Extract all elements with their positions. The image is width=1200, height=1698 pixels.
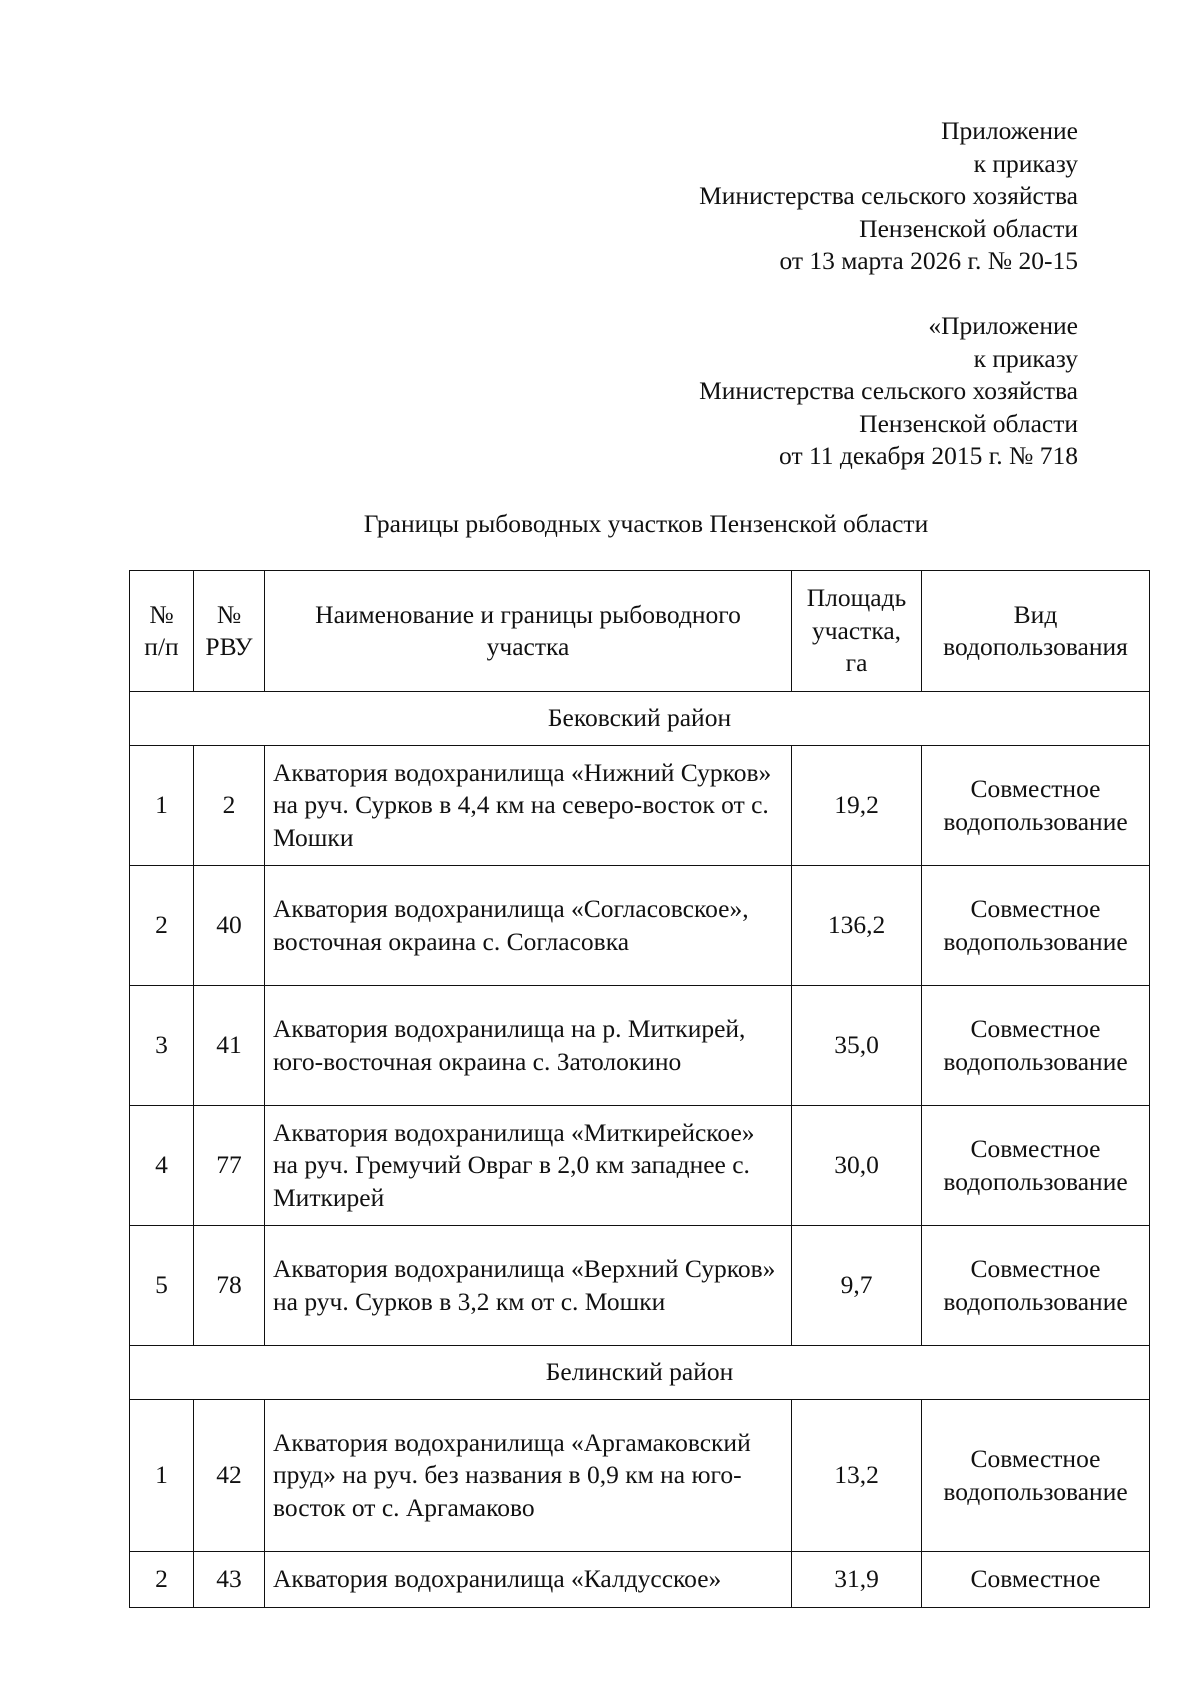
cell-rvu: 78 (194, 1226, 265, 1346)
table-header-row (130, 571, 1150, 692)
cell-name: Акватория водохранилища «Согласовское», восточная окраина с. Согласовка (265, 866, 792, 986)
header-use: Вид водопользования (922, 571, 1150, 692)
table-row (130, 1226, 1150, 1346)
cell-rvu: 40 (194, 866, 265, 986)
cell-name: Акватория водохранилища «Калдусское» (265, 1552, 792, 1608)
cell-area: 31,9 (792, 1552, 922, 1608)
approval-line: «Приложение (928, 311, 1078, 340)
header-area: Площадь участка, га (792, 571, 922, 692)
approval-line: Пензенской области (859, 213, 1078, 243)
approval-block-current (699, 115, 1078, 278)
approval-line: Министерства сельского хозяйства (699, 181, 1078, 210)
approval-line: Пензенской области (859, 408, 1078, 438)
cell-area: 30,0 (792, 1106, 922, 1226)
district-row (130, 692, 1150, 746)
cell-area: 9,7 (792, 1226, 922, 1346)
cell-num: 2 (130, 1552, 194, 1608)
fish-farming-areas-table (129, 570, 1150, 1608)
cell-name: Акватория водохранилища «Миткирейское» на руч. Гремучий Овраг в 2,0 км западнее с. Миткирей (265, 1106, 792, 1226)
approval-line: Приложение (941, 116, 1078, 145)
table-row (130, 986, 1150, 1106)
cell-use: Совместное водопользование (922, 1400, 1150, 1552)
cell-name: Акватория водохранилища «Нижний Сурков» на руч. Сурков в 4,4 км на северо-восток от с. Мошки (265, 746, 792, 866)
cell-num: 3 (130, 986, 194, 1106)
cell-num: 1 (130, 746, 194, 866)
cell-use: Совместное водопользование (922, 866, 1150, 986)
cell-use: Совместное водопользование (922, 746, 1150, 866)
header-rvu: № РВУ (194, 571, 265, 692)
table-row (130, 866, 1150, 986)
approval-line: к приказу (973, 148, 1078, 178)
cell-rvu: 43 (194, 1552, 265, 1608)
district-row (130, 1346, 1150, 1400)
cell-area: 19,2 (792, 746, 922, 866)
cell-num: 4 (130, 1106, 194, 1226)
cell-use: Совместное (922, 1552, 1150, 1608)
cell-rvu: 77 (194, 1106, 265, 1226)
cell-rvu: 2 (194, 746, 265, 866)
cell-num: 5 (130, 1226, 194, 1346)
header-name: Наименование и границы рыбоводного участка (265, 571, 792, 692)
cell-area: 13,2 (792, 1400, 922, 1552)
cell-use: Совместное водопользование (922, 1226, 1150, 1346)
district-name: Бековский район (130, 692, 1150, 746)
table-row (130, 1400, 1150, 1552)
district-name: Белинский район (130, 1346, 1150, 1400)
cell-name: Акватория водохранилища «Аргамаковский пруд» на руч. без названия в 0,9 км на юго-восток от с. Аргамаково (265, 1400, 792, 1552)
cell-rvu: 41 (194, 986, 265, 1106)
approval-line: к приказу (973, 343, 1078, 373)
approval-date-line: от 11 декабря 2015 г. № 718 (779, 441, 1078, 470)
cell-name: Акватория водохранилища «Верхний Сурков» на руч. Сурков в 3,2 км от с. Мошки (265, 1226, 792, 1346)
cell-name: Акватория водохранилища на р. Миткирей, юго-восточная окраина с. Затолокино (265, 986, 792, 1106)
cell-area: 35,0 (792, 986, 922, 1106)
table-row (130, 1106, 1150, 1226)
approval-block-original (699, 310, 1078, 473)
cell-area: 136,2 (792, 866, 922, 986)
cell-use: Совместное водопользование (922, 1106, 1150, 1226)
document-title: Границы рыбоводных участков Пензенской области (363, 509, 929, 538)
approval-date-line: от 13 марта 2026 г. № 20-15 (779, 246, 1078, 275)
header-num: № п/п (130, 571, 194, 692)
cell-num: 2 (130, 866, 194, 986)
cell-rvu: 42 (194, 1400, 265, 1552)
table-row (130, 1552, 1150, 1608)
cell-use: Совместное водопользование (922, 986, 1150, 1106)
approval-line: Министерства сельского хозяйства (699, 376, 1078, 405)
cell-num: 1 (130, 1400, 194, 1552)
table-row (130, 746, 1150, 866)
